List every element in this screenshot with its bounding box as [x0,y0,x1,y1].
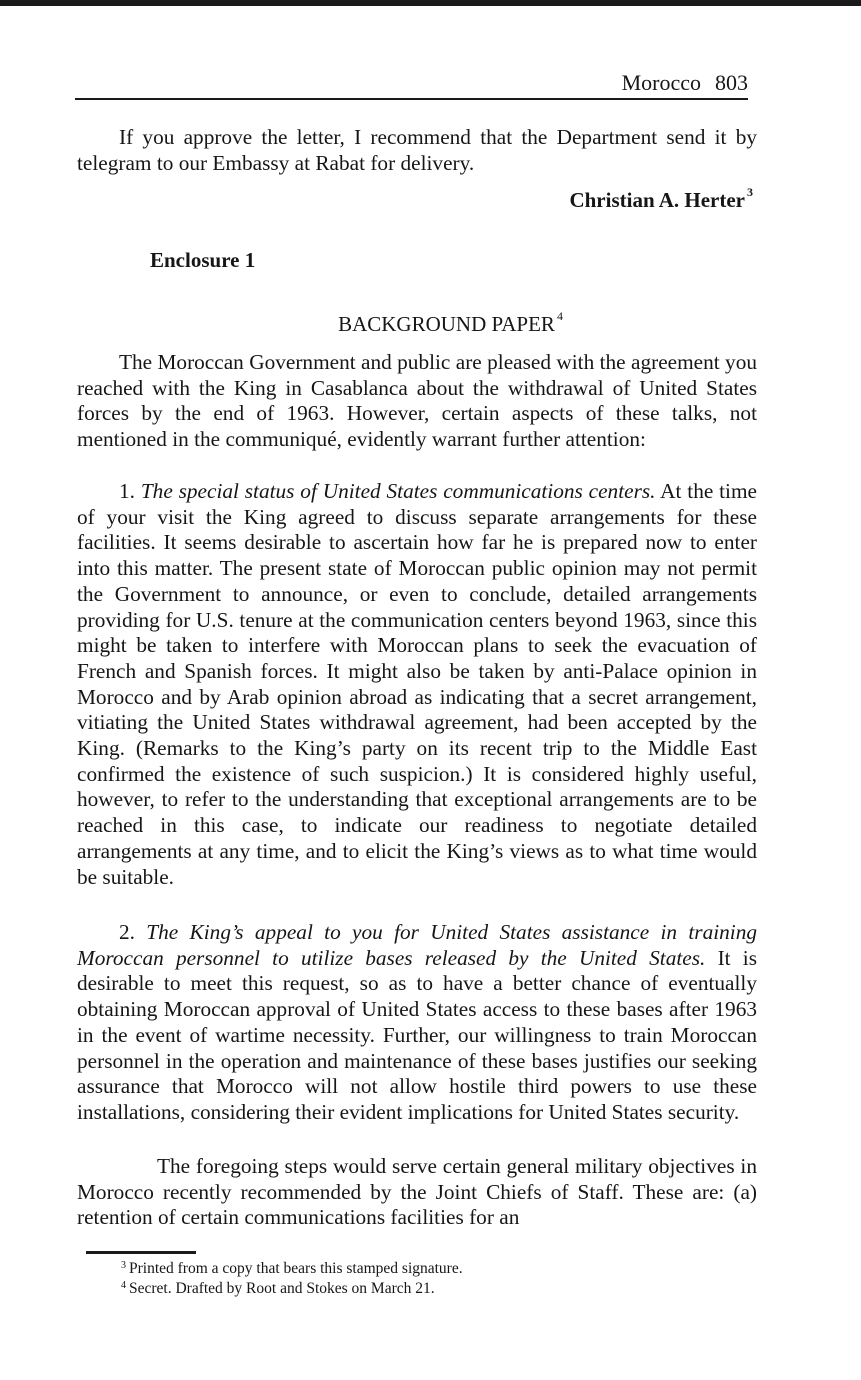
item-2-paragraph [77,920,757,1126]
intro-paragraph: If you approve the letter, I recommend that the Department send it by telegram to our Embassy at Rabat for delivery. [77,125,757,175]
closing-paragraph: The foregoing steps would serve certain general military objectives in Morocco recently recommended by the Joint Chiefs of Staff. These are: (a) retention of certain communications facilities for an [77,1154,757,1230]
section-title [0,309,861,337]
running-head-text [622,70,748,96]
footnote-rule [86,1251,196,1254]
footnote-3-text: Printed from a copy that bears this stamped signature. [129,1260,463,1277]
page-number: 803 [715,70,748,95]
enclosure-heading: Enclosure 1 [150,248,256,272]
page-top-edge [0,0,861,6]
footnote-3-number: 3 [121,1260,126,1271]
signature-footnote-ref: 3 [747,185,753,199]
footnote-4-number: 4 [121,1280,126,1291]
signature [569,185,753,213]
signature-name: Christian A. Herter [569,188,745,212]
footnote-4-text: Secret. Drafted by Root and Stokes on March 21. [129,1280,435,1297]
item-2-body: It is desirable to meet this request, so as to have a better chance of eventually obtaining Moroccan approval of United States access to these bases after 1963 in the event of wartime necessity. Further, our willingness to train Moroccan personnel in the operation and maintenance of these bases justifies our seeking assurance that Morocco will not allow hostile third powers to use these installations, considering their evident implications for United States security. [77,945,757,1124]
item-2-number: 2. [119,920,135,944]
item-1-paragraph [77,479,757,890]
background-paper-title: BACKGROUND PAPER [338,312,555,336]
item-1-number: 1. [119,479,135,503]
running-head-section: Morocco [621,70,701,95]
background-intro-paragraph: The Moroccan Government and public are pleased with the agreement you reached with the King in Casablanca about the withdrawal of United States forces by the end of 1963. However, certain aspects of these talks, not mentioned in the communiqué, evidently warrant further attention: [77,350,757,452]
running-head [75,66,748,100]
item-2-heading: The King’s appeal to you for United States assistance in training Moroccan personnel to utilize bases released by the United States. [77,920,758,970]
item-1-body: At the time of your visit the King agreed to discuss separate arrangements for these facilities. It seems desirable to ascertain how far he is prepared now to enter into this matter. The present state of Moroccan public opinion may not permit the Government to announce, or even to conclude, detailed arrangements providing for U.S. tenure at the communication centers beyond 1963, since this might be taken to interfere with Moroccan plans to seek the evacuation of French and Spanish forces. It might also be taken by anti-Palace opinion in Morocco and by Arab opinion abroad as indicating that a secret arrangement, vitiating the United States withdrawal agreement, had been accepted by the King. (Remarks to the King’s party on its recent trip to the Middle East confirmed the existence of such suspicion.) It is considered highly useful, however, to refer to the understanding that exceptional arrangements are to be reached in this case, to indicate our readiness to negotiate detailed arrangements at any time, and to elicit the King’s views as to what time would be suitable. [77,479,757,889]
footnote-3 [121,1260,463,1278]
title-footnote-ref: 4 [556,309,563,323]
footnote-4 [121,1280,435,1298]
item-1-heading: The special status of United States communications centers. [140,479,656,503]
